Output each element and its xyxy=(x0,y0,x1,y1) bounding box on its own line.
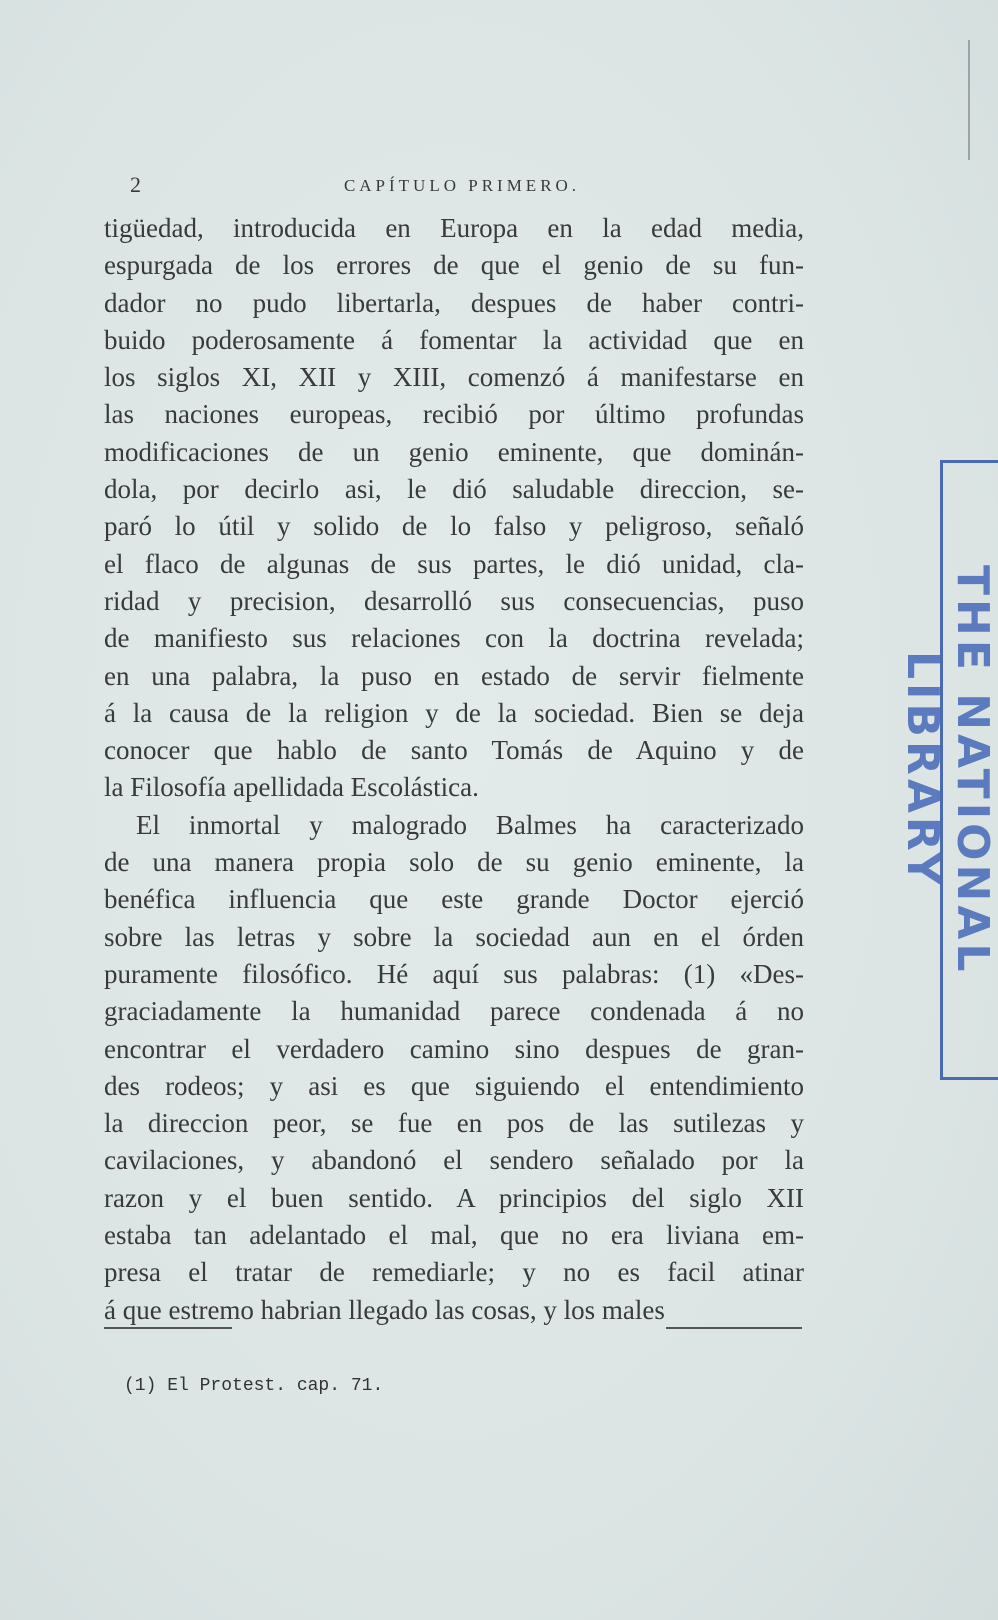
page-edge-shadow xyxy=(968,40,970,160)
footnote-rule-left xyxy=(104,1327,232,1329)
text-line: la direccion peor, se fue en pos de las sutilezas y xyxy=(104,1108,804,1139)
page-number: 2 xyxy=(130,172,144,197)
text-line: razon y el buen sentido. A principios del siglo XII xyxy=(104,1182,804,1213)
text-line: buido poderosamente á fomentar la actividad que en xyxy=(104,324,804,355)
text-line: las naciones europeas, recibió por último profundas xyxy=(104,399,804,430)
running-head: CAPÍTULO PRIMERO. xyxy=(343,176,581,195)
library-stamp-text: THE NATIONAL LIBRARY xyxy=(897,564,998,976)
text-line: cavilaciones, y abandonó el sendero señalado por la xyxy=(104,1145,804,1176)
footnote: (1) El Protest. cap. 71. xyxy=(124,1376,384,1396)
text-line: conocer que hablo de santo Tomás de Aquino y de xyxy=(104,735,804,766)
text-line: los siglos XI, XII y XIII, comenzó á manifestarse en xyxy=(104,362,804,393)
text-line: des rodeos; y asi es que siguiendo el entendimiento xyxy=(104,1070,804,1101)
text-line: paró lo útil y solido de lo falso y peligroso, señaló xyxy=(104,511,804,542)
text-line: encontrar el verdadero camino sino despues de gran- xyxy=(104,1033,804,1064)
text-line: de una manera propia solo de su genio eminente, la xyxy=(104,847,804,878)
text-line: en una palabra, la puso en estado de servir fielmente xyxy=(104,660,804,691)
text-line: presa el tratar de remediarle; y no es facil atinar xyxy=(104,1257,804,1288)
text-line: sobre las letras y sobre la sociedad aun en el órden xyxy=(104,921,804,952)
text-line: á la causa de la religion y de la sociedad. Bien se deja xyxy=(104,697,804,728)
page-header xyxy=(122,172,802,202)
text-line: dola, por decirlo asi, le dió saludable direccion, se- xyxy=(104,474,804,505)
library-stamp xyxy=(897,460,998,1080)
text-line: á que estremo habrian llegado las cosas, y los males xyxy=(104,1294,665,1325)
text-line: el flaco de algunas de sus partes, le dió unidad, cla- xyxy=(104,548,804,579)
footnote-rule-right xyxy=(666,1327,802,1329)
text-line: graciadamente la humanidad parece condenada á no xyxy=(104,996,804,1027)
text-line: modificaciones de un genio eminente, que dominán- xyxy=(104,436,804,467)
text-line: El inmortal y malogrado Balmes ha caracterizado xyxy=(136,809,804,840)
text-line: puramente filosófico. Hé aquí sus palabras: (1) «Des- xyxy=(104,958,804,989)
text-line: de manifiesto sus relaciones con la doctrina revelada; xyxy=(104,623,804,654)
text-line: ridad y precision, desarrolló sus consecuencias, puso xyxy=(104,585,804,616)
text-line: estaba tan adelantado el mal, que no era liviana em- xyxy=(104,1220,804,1251)
body-text xyxy=(104,210,804,1329)
text-line: la Filosofía apellidada Escolástica. xyxy=(104,772,479,803)
text-line: benéfica influencia que este grande Doctor ejerció xyxy=(104,884,804,915)
text-line: dador no pudo libertarla, despues de haber contri- xyxy=(104,287,804,318)
text-line: tigüedad, introducida en Europa en la edad media, xyxy=(104,213,804,243)
text-line: espurgada de los errores de que el genio de su fun- xyxy=(104,250,804,281)
